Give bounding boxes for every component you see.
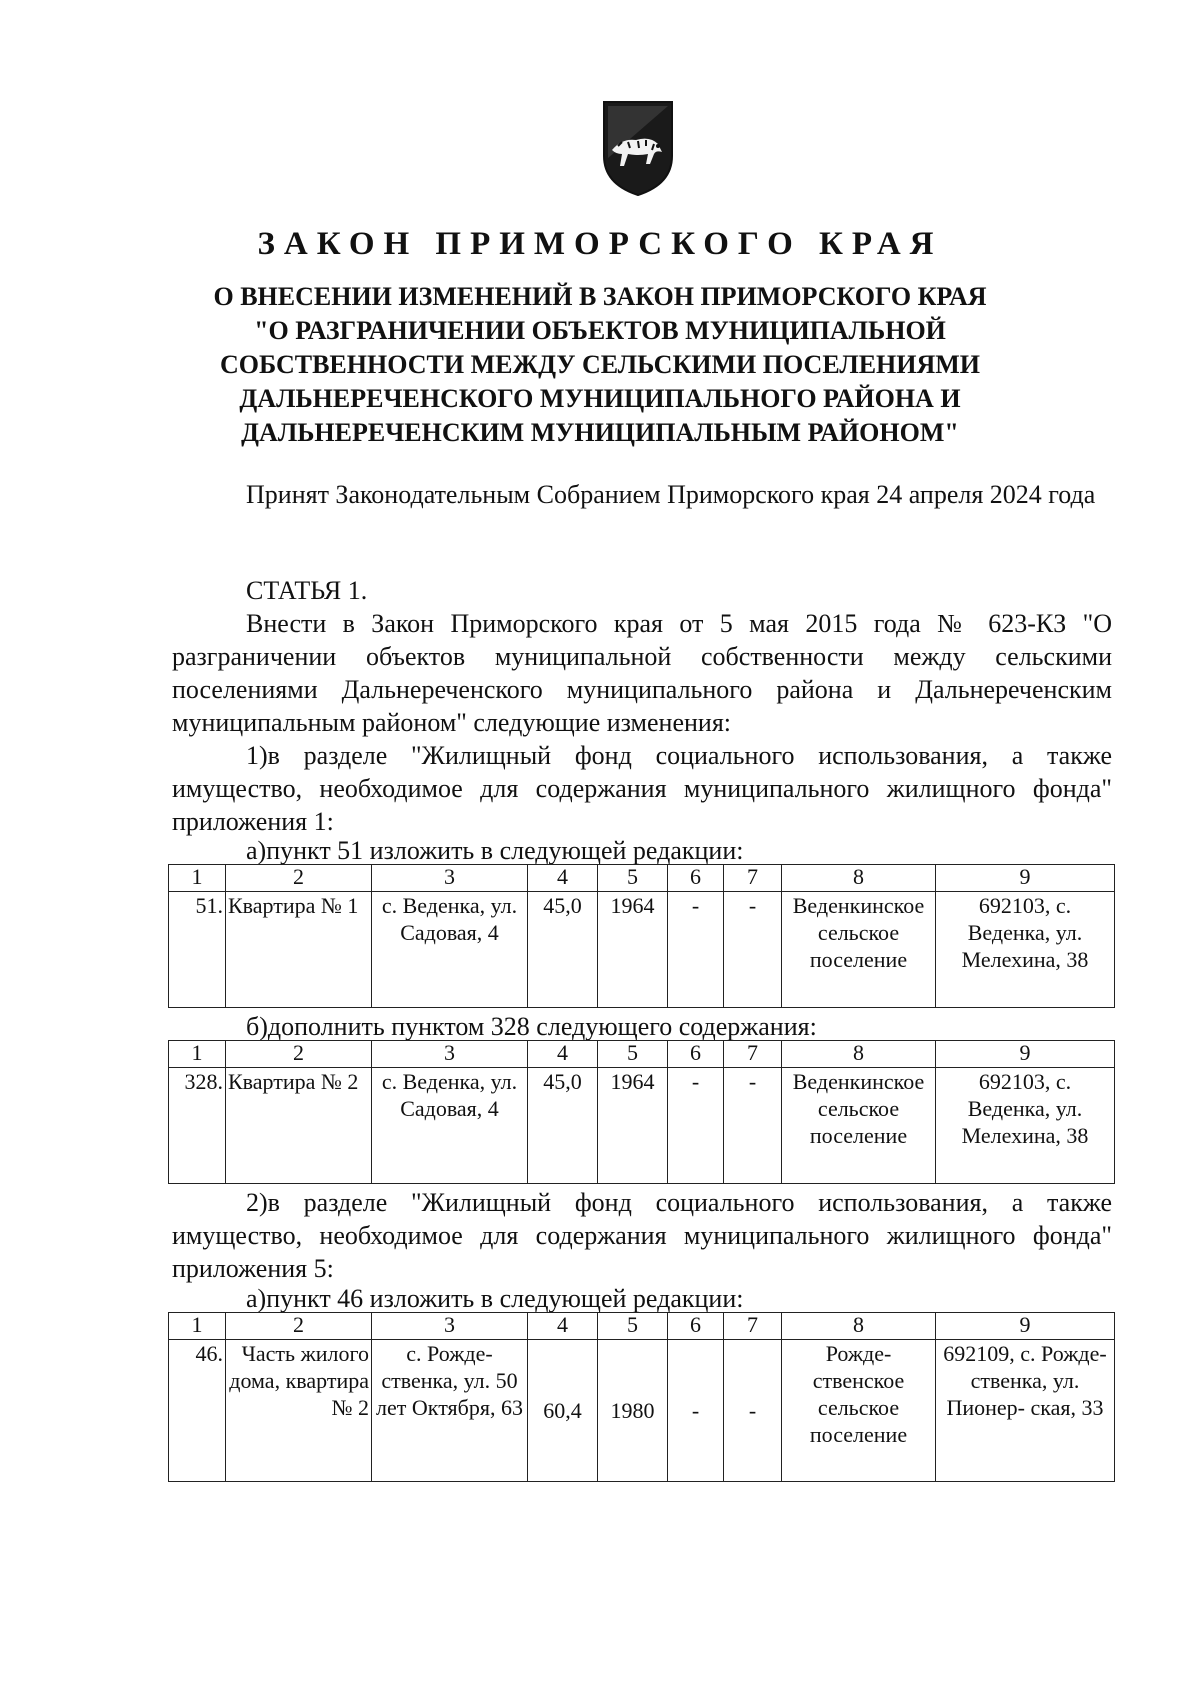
table-item-46 — [168, 1312, 1115, 1482]
item-2a: а)пункт 46 изложить в следующей редакции: — [246, 1284, 744, 1313]
column-header: 1 — [169, 1313, 226, 1340]
column-header: 9 — [936, 865, 1115, 892]
column-header: 5 — [598, 1313, 668, 1340]
object-address: с. Веденка, ул. Садовая, 4 — [372, 892, 528, 1008]
column-header: 2 — [226, 1313, 372, 1340]
object-area: 45,0 — [528, 892, 598, 1008]
subtitle-line: "О РАЗГРАНИЧЕНИИ ОБЪЕКТОВ МУНИЦИПАЛЬНОЙ — [254, 316, 946, 345]
item-2: 2)в разделе "Жилищный фонд социального использования, а также имущество, необходимое для содержания муниципального жилищного фонда" приложения 5: — [172, 1188, 1112, 1283]
table-item-51 — [168, 864, 1115, 1008]
column-header: 8 — [782, 865, 936, 892]
column-header: 3 — [372, 1041, 528, 1068]
object-address: с. Рожде- ственка, ул. 50 лет Октября, 63 — [372, 1340, 528, 1482]
column-header: 6 — [668, 1041, 724, 1068]
column-header: 7 — [724, 1313, 782, 1340]
column-header: 8 — [782, 1041, 936, 1068]
object-year: 1980 — [598, 1340, 668, 1482]
column-header: 1 — [169, 1041, 226, 1068]
column-header: 5 — [598, 865, 668, 892]
column-7-value: - — [724, 1068, 782, 1184]
settlement-name: Рожде- ственское сельское поселение — [782, 1340, 936, 1482]
object-area: 45,0 — [528, 1068, 598, 1184]
column-header: 5 — [598, 1041, 668, 1068]
law-subtitle — [170, 280, 1030, 450]
column-header: 3 — [372, 1313, 528, 1340]
column-header: 4 — [528, 865, 598, 892]
column-7-value: - — [724, 1340, 782, 1482]
adoption-note: Принят Законодательным Собранием Приморского края 24 апреля 2024 года — [246, 480, 1096, 509]
column-header: 6 — [668, 1313, 724, 1340]
object-area: 60,4 — [528, 1340, 598, 1482]
law-title: ЗАКОН ПРИМОРСКОГО КРАЯ — [257, 226, 943, 262]
object-name: Часть жилого дома, квартира № 2 — [226, 1340, 372, 1482]
column-header: 3 — [372, 865, 528, 892]
subtitle-line: ДАЛЬНЕРЕЧЕНСКИМ МУНИЦИПАЛЬНЫМ РАЙОНОМ" — [241, 418, 959, 447]
table-row — [169, 1068, 1115, 1184]
settlement-name: Веденкинское сельское поселение — [782, 892, 936, 1008]
column-header: 8 — [782, 1313, 936, 1340]
column-header: 1 — [169, 865, 226, 892]
column-7-value: - — [724, 892, 782, 1008]
item-1a: а)пункт 51 изложить в следующей редакции: — [246, 836, 744, 865]
column-header: 9 — [936, 1313, 1115, 1340]
table-header-row — [169, 865, 1115, 892]
object-name: Квартира № 1 — [226, 892, 372, 1008]
column-header: 6 — [668, 865, 724, 892]
settlement-name: Веденкинское сельское поселение — [782, 1068, 936, 1184]
object-name: Квартира № 2 — [226, 1068, 372, 1184]
article-heading: СТАТЬЯ 1. — [246, 576, 368, 605]
column-6-value: - — [668, 1340, 724, 1482]
table-row — [169, 892, 1115, 1008]
column-header: 4 — [528, 1313, 598, 1340]
location-address: 692109, с. Рожде- ственка, ул. Пионер- ская, 33 — [936, 1340, 1115, 1482]
column-header: 2 — [226, 1041, 372, 1068]
column-header: 7 — [724, 865, 782, 892]
table-header-row — [169, 1041, 1115, 1068]
item-number: 51. — [169, 892, 226, 1008]
column-6-value: - — [668, 1068, 724, 1184]
column-header: 7 — [724, 1041, 782, 1068]
column-header: 9 — [936, 1041, 1115, 1068]
article-intro: Внести в Закон Приморского края от 5 мая 2015 года № 623-КЗ "О разграничении объектов муниципальной собственности между сельскими поселениями Дальнереченского муниципального района и Дальнереченским муниципальным районом" следующие изменения: — [172, 609, 1112, 737]
subtitle-line: ДАЛЬНЕРЕЧЕНСКОГО МУНИЦИПАЛЬНОГО РАЙОНА И — [239, 384, 961, 413]
object-year: 1964 — [598, 1068, 668, 1184]
subtitle-line: СОБСТВЕННОСТИ МЕЖДУ СЕЛЬСКИМИ ПОСЕЛЕНИЯМИ — [219, 350, 981, 379]
coat-of-arms-icon — [598, 98, 678, 198]
item-number: 328. — [169, 1068, 226, 1184]
item-1b: б)дополнить пунктом 328 следующего содержания: — [246, 1012, 817, 1041]
location-address: 692103, с. Веденка, ул. Мелехина, 38 — [936, 1068, 1115, 1184]
column-header: 4 — [528, 1041, 598, 1068]
table-item-328 — [168, 1040, 1115, 1184]
object-address: с. Веденка, ул. Садовая, 4 — [372, 1068, 528, 1184]
column-header: 2 — [226, 865, 372, 892]
item-number: 46. — [169, 1340, 226, 1482]
item-1: 1)в разделе "Жилищный фонд социального использования, а также имущество, необходимое для содержания муниципального жилищного фонда" приложения 1: — [172, 741, 1112, 836]
subtitle-line: О ВНЕСЕНИИ ИЗМЕНЕНИЙ В ЗАКОН ПРИМОРСКОГО КРАЯ — [213, 282, 987, 311]
object-year: 1964 — [598, 892, 668, 1008]
table-header-row — [169, 1313, 1115, 1340]
table-row — [169, 1340, 1115, 1482]
location-address: 692103, с. Веденка, ул. Мелехина, 38 — [936, 892, 1115, 1008]
column-6-value: - — [668, 892, 724, 1008]
